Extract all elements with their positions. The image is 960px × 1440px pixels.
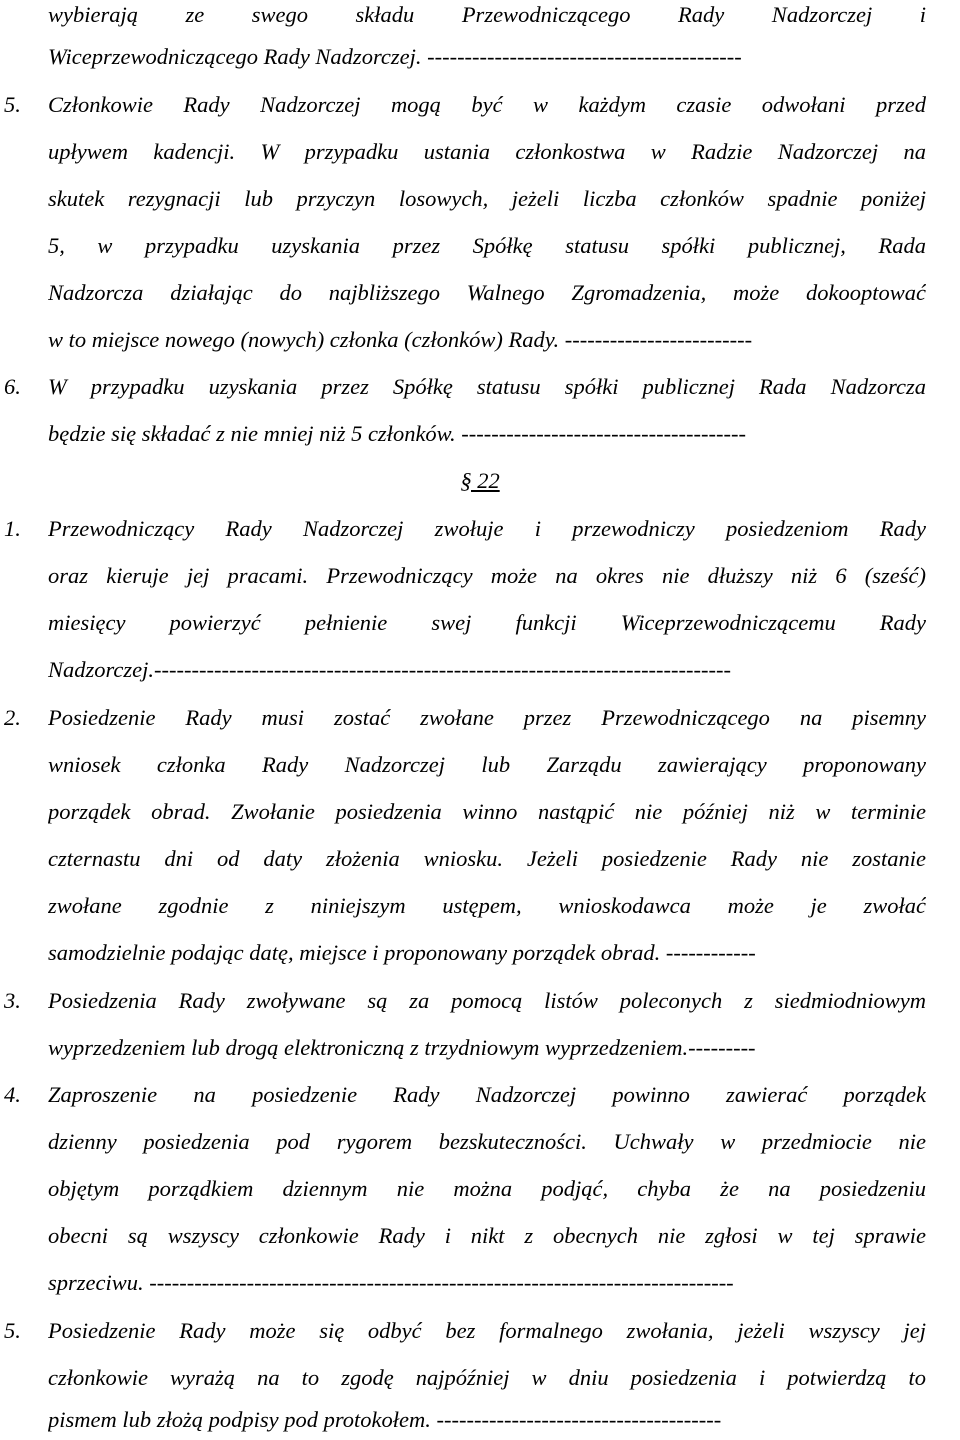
text-line: obecni są wszyscy członkowie Rady i nikt z obecnych nie zgłosi w tej sprawie	[48, 1223, 926, 1248]
text-line: miesięcy powierzyć pełnienie swej funkcji Wiceprzewodniczącemu Rady	[48, 610, 926, 635]
text-line: Nadzorcza działając do najbliższego Walnego Zgromadzenia, może dokooptować	[48, 280, 926, 305]
item-number: 5.	[4, 1318, 21, 1343]
text-line: Zaproszenie na posiedzenie Rady Nadzorczej powinno zawierać porządek	[48, 1082, 926, 1107]
text-line: w to miejsce nowego (nowych) członka (członków) Rady. -------------------------	[48, 327, 753, 352]
item-number: 2.	[4, 705, 21, 730]
item-number: 5.	[4, 92, 21, 117]
text-line: Posiedzenie Rady musi zostać zwołane przez Przewodniczącego na pisemny	[48, 705, 926, 730]
text-line: oraz kieruje jej pracami. Przewodniczący może na okres nie dłuższy niż 6 (sześć)	[48, 563, 926, 588]
text-line: sprzeciwu. ------------------------------------------------------------------------------	[48, 1270, 734, 1295]
text-line: Posiedzenie Rady może się odbyć bez formalnego zwołania, jeżeli wszyscy jej	[48, 1318, 926, 1343]
text-line: dzienny posiedzenia pod rygorem bezskuteczności. Uchwały w przedmiocie nie	[48, 1129, 926, 1154]
text-line: zwołane zgodnie z niniejszym ustępem, wnioskodawca może je zwołać	[48, 893, 926, 918]
text-line: czternastu dni od daty złożenia wniosku. Jeżeli posiedzenie Rady nie zostanie	[48, 846, 926, 871]
text-line: objętym porządkiem dziennym nie można podjąć, chyba że na posiedzeniu	[48, 1176, 926, 1201]
text-line: pismem lub złożą podpisy pod protokołem. --------------------------------------	[48, 1407, 722, 1432]
item-number: 6.	[4, 374, 21, 399]
text-line: skutek rezygnacji lub przyczyn losowych, jeżeli liczba członków spadnie poniżej	[48, 186, 926, 211]
text-line: upływem kadencji. W przypadku ustania członkostwa w Radzie Nadzorczej na	[48, 139, 926, 164]
text-line: Nadzorczej.-----------------------------------------------------------------------------	[48, 657, 731, 682]
text-line: porządek obrad. Zwołanie posiedzenia winno nastąpić nie później niż w terminie	[48, 799, 926, 824]
section-heading: § 22	[460, 468, 500, 493]
text-line: wyprzedzeniem lub drogą elektroniczną z trzydniowym wyprzedzeniem.---------	[48, 1035, 756, 1060]
text-line: wniosek członka Rady Nadzorczej lub Zarządu zawierający proponowany	[48, 752, 926, 777]
text-line: samodzielnie podając datę, miejsce i proponowany porządek obrad. ------------	[48, 940, 756, 965]
text-line: Posiedzenia Rady zwoływane są za pomocą listów poleconych z siedmiodniowym	[48, 988, 926, 1013]
item-number: 3.	[4, 988, 21, 1013]
text-line: wybierają ze swego składu Przewodniczącego Rady Nadzorczej i	[48, 2, 926, 27]
text-line: Wiceprzewodniczącego Rady Nadzorczej. ------------------------------------------	[48, 44, 742, 69]
item-number: 1.	[4, 516, 21, 541]
item-number: 4.	[4, 1082, 21, 1107]
text-line: będzie się składać z nie mniej niż 5 członków. --------------------------------------	[48, 421, 746, 446]
text-line: Przewodniczący Rady Nadzorczej zwołuje i przewodniczy posiedzeniom Rady	[48, 516, 926, 541]
text-line: 5, w przypadku uzyskania przez Spółkę statusu spółki publicznej, Rada	[48, 233, 926, 258]
text-line: członkowie wyrażą na to zgodę najpóźniej w dniu posiedzenia i potwierdzą to	[48, 1365, 926, 1390]
text-line: W przypadku uzyskania przez Spółkę statusu spółki publicznej Rada Nadzorcza	[48, 374, 926, 399]
text-line: Członkowie Rady Nadzorczej mogą być w każdym czasie odwołani przed	[48, 92, 926, 117]
